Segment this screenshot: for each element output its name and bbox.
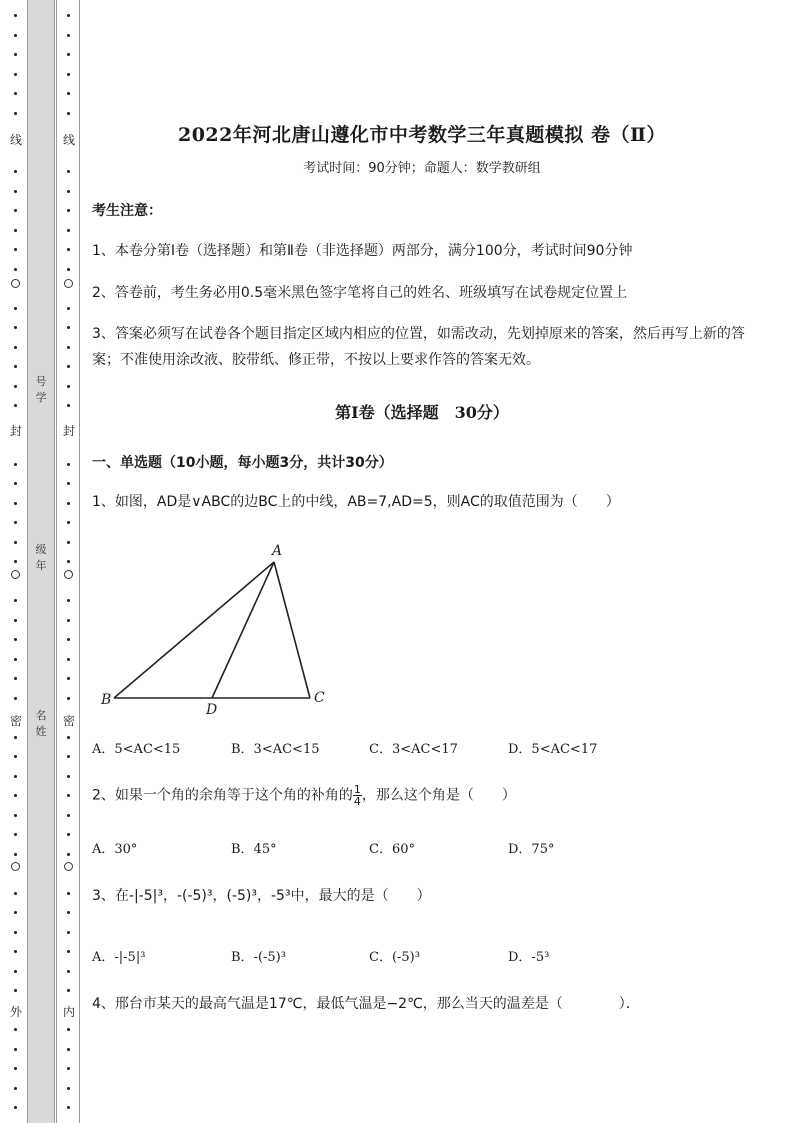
seal-mark: 封 [9, 424, 22, 438]
exam-subtitle: 考试时间：90分钟；命题人：数学教研组 [303, 161, 541, 176]
seal-dot [67, 658, 70, 661]
seal-dot [67, 14, 70, 17]
seal-mark: 密 [62, 714, 75, 728]
seal-dot [67, 1087, 70, 1090]
seal-dot [67, 814, 70, 817]
seal-dot [67, 755, 70, 758]
seal-dot [67, 638, 70, 641]
seal-dot [14, 541, 17, 544]
seal-dot [67, 346, 70, 349]
seal-dot [14, 326, 17, 329]
part-title: 一、单选题（10小题，每小题3分，共计30分） [92, 455, 393, 471]
median-ad [212, 562, 274, 698]
seal-circle-icon [64, 862, 73, 871]
seal-dot [67, 892, 70, 895]
seal-circle-icon [11, 279, 20, 288]
question-2-options [92, 838, 752, 858]
seal-dot [67, 365, 70, 368]
seal-dot [14, 385, 17, 388]
seal-circle-icon [64, 279, 73, 288]
seal-dot [14, 755, 17, 758]
section-title: 第Ⅰ卷（选择题 30分） [335, 403, 509, 422]
seal-dot [67, 268, 70, 271]
binding-margin [0, 0, 84, 1123]
field-char: 年 [35, 559, 47, 572]
notice-item: 2、答卷前，考生务必用0.5毫米黑色签字笔将自己的姓名、班级填写在试卷规定位置上 [92, 285, 628, 301]
seal-dot [67, 560, 70, 563]
student-info-band [27, 0, 55, 1123]
name-label [28, 708, 54, 740]
option-a: A．5<AC<15 [92, 742, 181, 757]
option-d: D．75° [508, 842, 555, 857]
question-3-stem: 3、在-|-5|³，-(-5)³，(-5)³，-5³中，最大的是（ ） [92, 888, 431, 904]
question-1-stem: 1、如图，AD是∨ABC的边BC上的中线，AB=7,AD=5，则AC的取值范围为（ ） [92, 494, 620, 510]
seal-dot [14, 619, 17, 622]
seal-mark: 密 [9, 714, 22, 728]
grade-label [28, 542, 54, 574]
seal-dot [14, 365, 17, 368]
seal-dot [14, 463, 17, 466]
seal-mark: 线 [9, 133, 22, 147]
notice-item: 1、本卷分第I卷（选择题）和第Ⅱ卷（非选择题）两部分，满分100分，考试时间90分钟 [92, 243, 633, 259]
seal-dot [67, 385, 70, 388]
seal-dot [14, 970, 17, 973]
seal-dot [67, 229, 70, 232]
seal-dot [14, 931, 17, 934]
seal-dot [14, 1087, 17, 1090]
seal-dot [14, 736, 17, 739]
notice-item: 3、答案必须写在试卷各个题目指定区域内相应的位置，如需改动，先划掉原来的答案，然后再写上新的答案；不准使用涂改液、胶带纸、修正带，不按以上要求作答的答案无效。 [92, 326, 745, 368]
seal-dot [67, 911, 70, 914]
option-c: C．3<AC<17 [369, 742, 458, 757]
seal-dot [67, 307, 70, 310]
seal-dot [67, 697, 70, 700]
seal-dot [14, 502, 17, 505]
seal-dot [67, 170, 70, 173]
seal-dot [14, 814, 17, 817]
seal-dot [14, 1028, 17, 1031]
field-char: 级 [35, 543, 47, 556]
seal-dot [67, 112, 70, 115]
seal-mark: 封 [62, 424, 75, 438]
seal-dot [14, 248, 17, 251]
fraction-denominator: 4 [353, 795, 361, 808]
seal-dot [67, 1048, 70, 1051]
seal-dot [14, 853, 17, 856]
seal-dot [67, 53, 70, 56]
seal-dot [14, 268, 17, 271]
option-d: D．-5³ [508, 950, 550, 965]
question-2-text: 2、如果一个角的余角等于这个角的补角的 [92, 787, 353, 804]
seal-dot [14, 229, 17, 232]
field-char: 号 [35, 375, 47, 388]
seal-dot [67, 677, 70, 680]
seal-dot [14, 170, 17, 173]
seal-dot [14, 34, 17, 37]
vertex-c-label: C [314, 690, 325, 706]
seal-mark: 内 [62, 1005, 75, 1019]
seal-dot [14, 697, 17, 700]
exam-title: 2022年河北唐山遵化市中考数学三年真题模拟 卷（Ⅱ） [177, 124, 666, 146]
seal-dot [14, 658, 17, 661]
triangle-figure [92, 538, 352, 723]
field-char: 姓 [35, 725, 47, 738]
seal-dot [67, 1106, 70, 1109]
seal-dot [14, 112, 17, 115]
option-c: C．(-5)³ [369, 950, 420, 965]
outer-seal-line [9, 0, 23, 1123]
seal-dot [14, 53, 17, 56]
question-3-options [92, 946, 752, 966]
question-4-stem: 4、邢台市某天的最高气温是17℃，最低气温是−2℃，那么当天的温差是（ ）． [92, 996, 640, 1012]
seal-dot [67, 950, 70, 953]
seal-dot [14, 794, 17, 797]
seal-dot [67, 73, 70, 76]
seal-dot [67, 482, 70, 485]
seal-dot [67, 541, 70, 544]
seal-dot [14, 209, 17, 212]
seal-dot [67, 34, 70, 37]
seal-circle-icon [11, 862, 20, 871]
seal-dot [14, 892, 17, 895]
seal-dot [14, 560, 17, 563]
seal-dot [14, 1048, 17, 1051]
inner-seal-line [62, 0, 76, 1123]
seal-dot [14, 638, 17, 641]
question-2-text-end: ，那么这个角是（ ） [361, 787, 516, 804]
question-1-options [92, 738, 752, 758]
seal-dot [14, 307, 17, 310]
seal-dot [67, 775, 70, 778]
seal-dot [14, 950, 17, 953]
field-char: 学 [35, 391, 47, 404]
student-id-label [28, 374, 54, 406]
field-char: 名 [35, 709, 47, 722]
seal-dot [67, 794, 70, 797]
seal-dot [14, 73, 17, 76]
seal-dot [14, 775, 17, 778]
seal-mark: 线 [62, 133, 75, 147]
notice-heading: 考生注意： [92, 203, 162, 219]
seal-dot [14, 911, 17, 914]
side-ab [114, 562, 274, 698]
option-b: B．3<AC<15 [231, 742, 320, 757]
seal-dot [67, 599, 70, 602]
seal-dot [67, 502, 70, 505]
side-ac [274, 562, 310, 698]
seal-dot [67, 736, 70, 739]
seal-dot [14, 1106, 17, 1109]
seal-dot [14, 482, 17, 485]
option-b: B．-(-5)³ [231, 950, 286, 965]
seal-dot [67, 931, 70, 934]
seal-dot [14, 989, 17, 992]
seal-dot [67, 1028, 70, 1031]
seal-dot [67, 326, 70, 329]
seal-dot [67, 1067, 70, 1070]
option-a: A．30° [92, 842, 138, 857]
fraction-numerator: 1 [353, 783, 361, 796]
seal-dot [67, 853, 70, 856]
seal-dot [14, 677, 17, 680]
seal-dot [67, 970, 70, 973]
seal-dot [14, 599, 17, 602]
seal-circle-icon [11, 570, 20, 579]
question-2-stem [92, 784, 752, 807]
seal-dot [67, 463, 70, 466]
seal-mark: 外 [9, 1005, 22, 1019]
seal-dot [67, 248, 70, 251]
fraction-one-quarter [353, 784, 362, 807]
vertex-a-label: A [272, 543, 283, 559]
point-d-label: D [206, 702, 218, 718]
seal-dot [67, 209, 70, 212]
seal-dot [14, 14, 17, 17]
seal-dot [67, 521, 70, 524]
seal-dot [67, 92, 70, 95]
option-d: D．5<AC<17 [508, 742, 598, 757]
option-a: A．-|-5|³ [92, 950, 146, 965]
seal-dot [67, 989, 70, 992]
seal-dot [14, 833, 17, 836]
seal-dot [14, 190, 17, 193]
seal-dot [67, 404, 70, 407]
seal-circle-icon [64, 570, 73, 579]
option-c: C．60° [369, 842, 415, 857]
seal-dot [14, 521, 17, 524]
seal-dot [14, 1067, 17, 1070]
seal-dot [67, 619, 70, 622]
seal-dot [67, 190, 70, 193]
seal-dot [67, 833, 70, 836]
option-b: B．45° [231, 842, 277, 857]
vertex-b-label: B [101, 692, 112, 708]
seal-dot [14, 92, 17, 95]
seal-dot [14, 404, 17, 407]
seal-dot [14, 346, 17, 349]
